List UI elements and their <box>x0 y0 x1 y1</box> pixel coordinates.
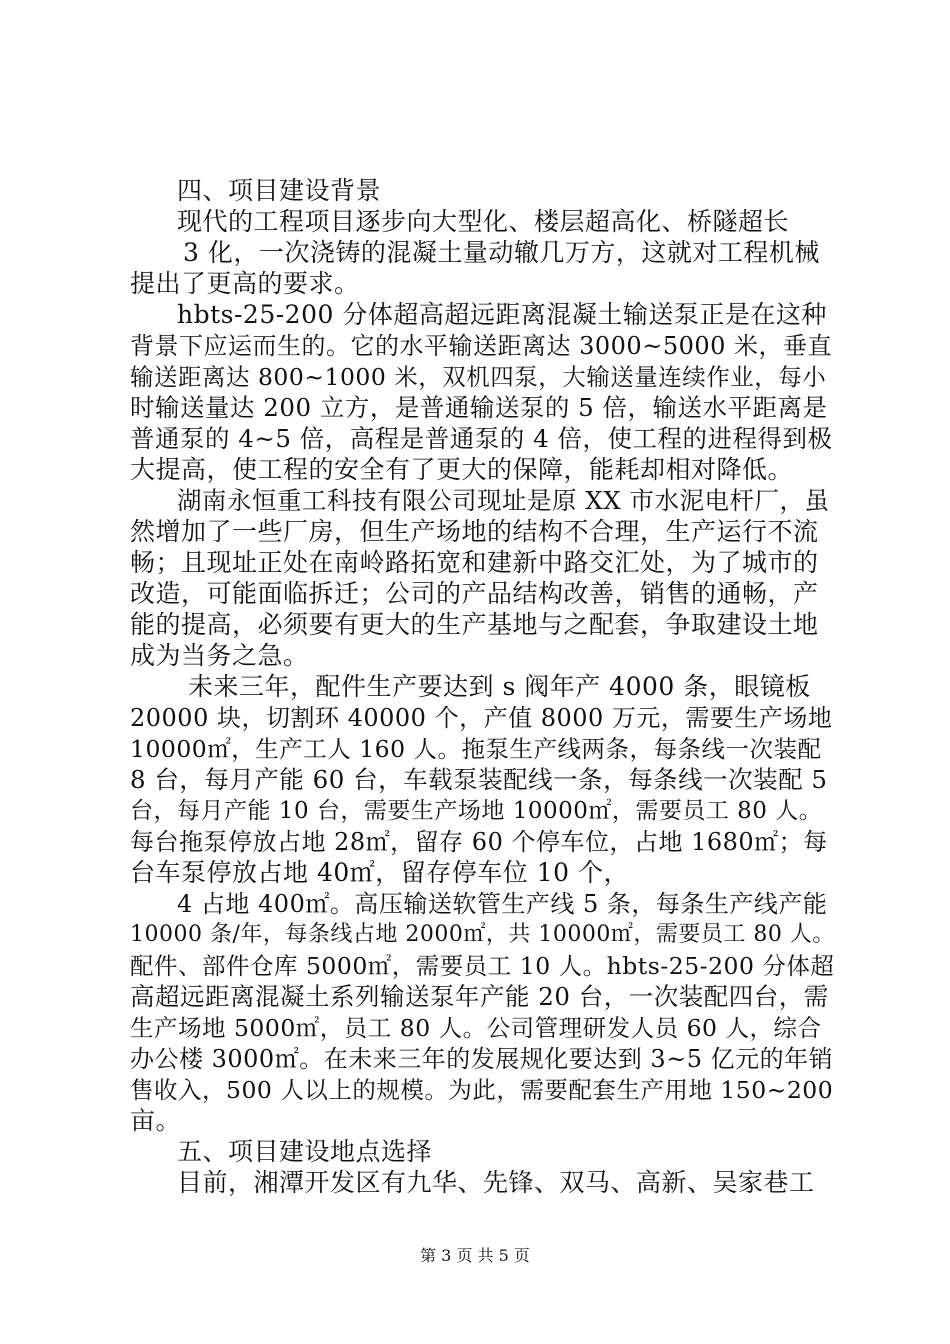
text-line: 普通泵的 4~5 倍，高程是普通泵的 4 倍，使工程的进程得到极 <box>130 424 833 453</box>
text-line: 背景下应运而生的。它的水平输送距离达 3000~5000 米，垂直 <box>130 332 833 360</box>
text-line: 8 台，每月产能 60 台，车载泵装配线一条，每条线一次装配 5 <box>130 765 828 794</box>
text-line: 3 化，一次浇铸的混凝土量动辙几万方，这就对工程机械 <box>183 238 820 267</box>
text-line: 生产场地 5000㎡，员工 80 人。公司管理研发人员 60 人，综合 <box>130 1014 822 1042</box>
text-line: 改造，可能面临拆迁；公司的产品结构改善，销售的通畅，产 <box>130 579 819 608</box>
text-line: 成为当务之急。 <box>130 641 309 670</box>
page-footer: 第 3 页 共 5 页 <box>420 1246 530 1265</box>
text-line: 现代的工程项目逐步向大型化、楼层超高化、桥隧超长 <box>177 207 790 236</box>
text-line: 亩。 <box>130 1106 182 1135</box>
text-line: hbts-25-200 分体超高超远距离混凝土输送泵正是在这种 <box>177 300 827 329</box>
text-line: 时输送量达 200 立方，是普通输送泵的 5 倍，输送水平距离是 <box>130 393 828 422</box>
text-line: 台车泵停放占地 40㎡，留存停车位 10 个， <box>130 858 629 887</box>
text-line: 台，每月产能 10 台，需要生产场地 10000㎡，需要员工 80 人。 <box>130 798 823 824</box>
text-line: 配件、部件仓库 5000㎡，需要员工 10 人。hbts-25-200 分体超 <box>130 952 835 980</box>
section-heading-5: 五、项目建设地点选择 <box>177 1137 433 1166</box>
text-line: 输送距离达 800~1000 米，双机四泵，大输送量连续作业，每小 <box>130 363 827 391</box>
text-line: 大提高，使工程的安全有了更大的保障，能耗却相对降低。 <box>130 455 794 484</box>
text-line: 畅；且现址正处在南岭路拓宽和建新中路交汇处，为了城市的 <box>130 548 819 577</box>
text-line: 10000 条/年，每条线占地 2000㎡，共 10000㎡，需要员工 80 人。 <box>130 922 835 947</box>
text-line: 办公楼 3000㎡。在未来三年的发展规化要达到 3~5 亿元的年销 <box>130 1045 834 1073</box>
text-line: 4 占地 400㎡。高压输送软管生产线 5 条，每条生产线产能 <box>177 890 828 918</box>
text-line: 未来三年，配件生产要达到 s 阀年产 4000 条，眼镜板 <box>188 672 811 701</box>
text-line: 目前，湘潭开发区有九华、先锋、双马、高新、吴家巷工 <box>177 1168 815 1197</box>
text-line: 10000㎡，生产工人 160 人。拖泵生产线两条，每条线一次装配 <box>130 735 822 763</box>
section-heading-4: 四、项目建设背景 <box>177 176 382 205</box>
text-line: 能的提高，必须要有更大的生产基地与之配套，争取建设土地 <box>130 610 819 639</box>
text-line: 湖南永恒重工科技有限公司现址是原 XX 市水泥电杆厂，虽 <box>177 486 830 515</box>
text-line: 高超远距离混凝土系列输送泵年产能 20 台，一次装配四台，需 <box>130 982 829 1011</box>
text-line: 提出了更高的要求。 <box>130 269 360 298</box>
text-line: 售收入，500 人以上的规模。为此，需要配套生产用地 150~200 <box>130 1076 834 1104</box>
text-line: 20000 块，切割环 40000 个，产值 8000 万元，需要生产场地 <box>130 704 833 732</box>
text-line: 每台拖泵停放占地 28㎡，留存 60 个停车位，占地 1680㎡；每 <box>130 828 828 856</box>
text-line: 然增加了一些厂房，但生产场地的结构不合理，生产运行不流 <box>130 517 819 546</box>
